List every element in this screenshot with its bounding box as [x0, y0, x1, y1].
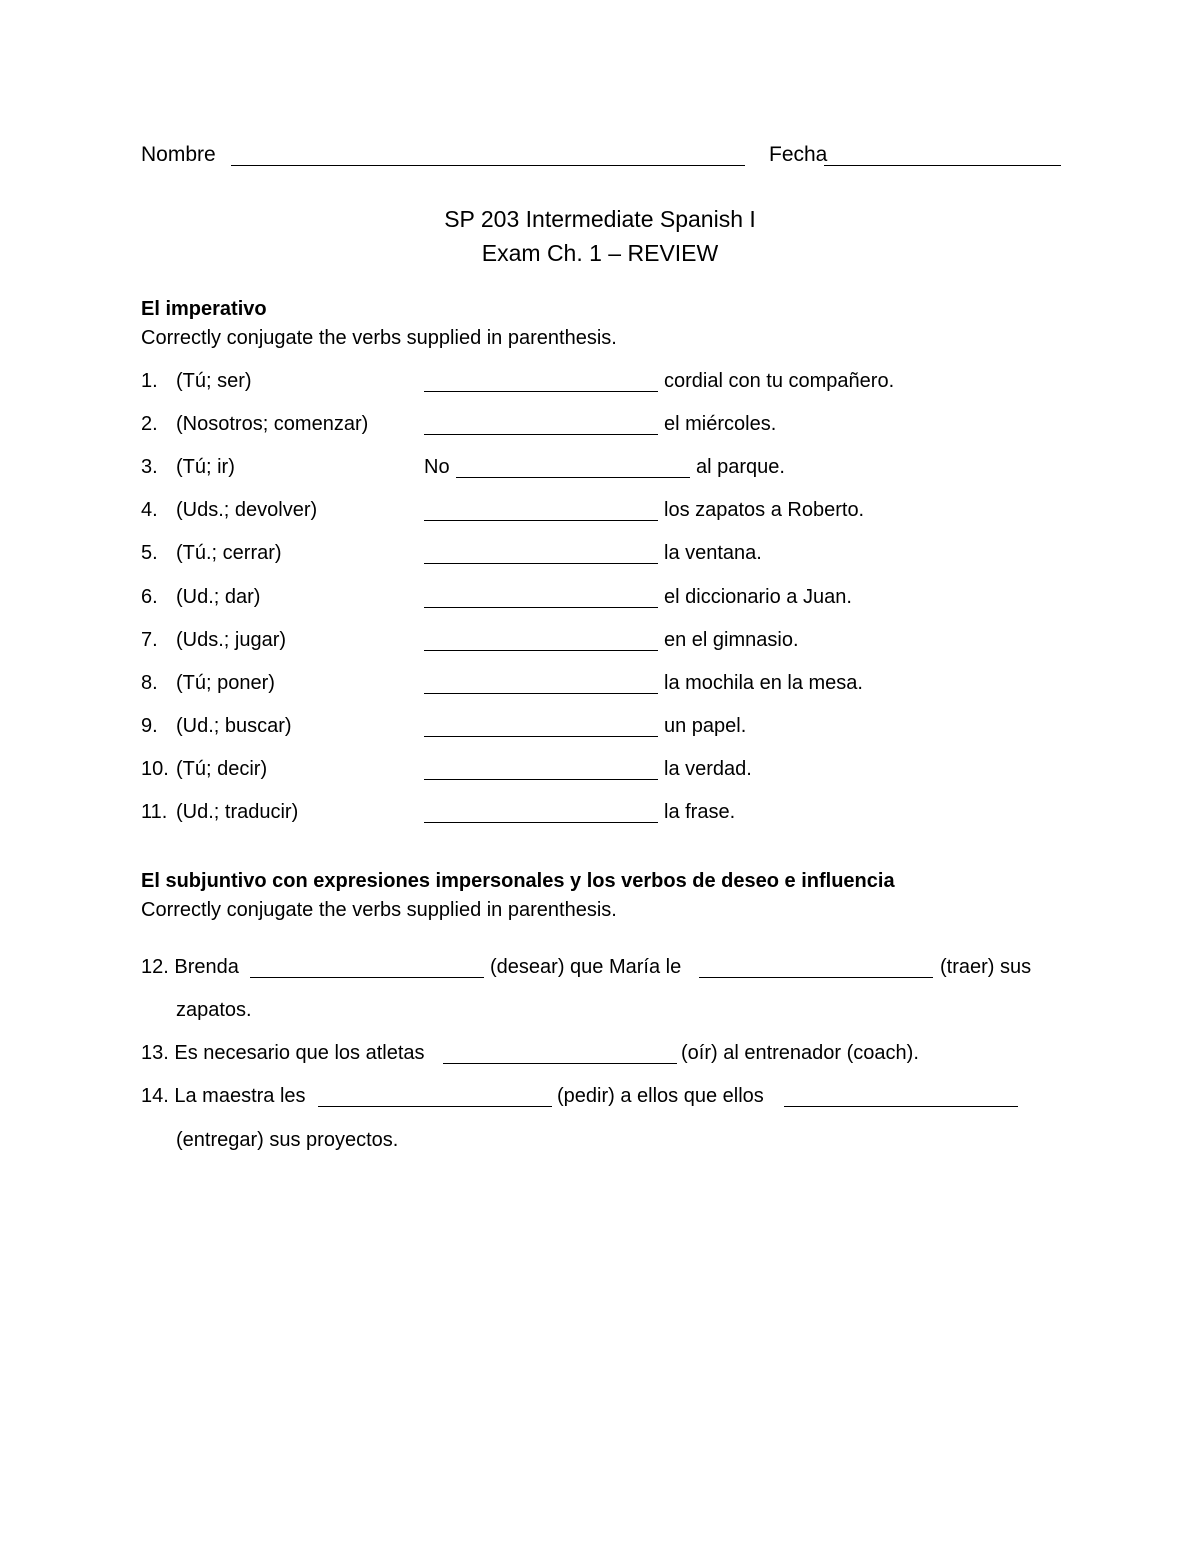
q14-blank-1[interactable] [318, 1106, 552, 1107]
item-number: 10. [141, 758, 169, 780]
date-field-line[interactable] [824, 165, 1061, 166]
question-12-cont [141, 999, 1071, 1029]
name-date-row [141, 143, 1061, 173]
item-cue: (Uds.; jugar) [176, 629, 287, 651]
answer-blank[interactable] [424, 434, 658, 435]
exam-title [0, 202, 1200, 270]
item-remainder: cordial con tu compañero. [664, 370, 895, 392]
item-number: 9. [141, 715, 158, 737]
item-prefix: No [424, 456, 450, 478]
q12-blank-2[interactable] [699, 977, 933, 978]
item-cue: (Ud.; buscar) [176, 715, 292, 737]
item-remainder: la frase. [664, 801, 736, 823]
answer-blank[interactable] [424, 650, 658, 651]
question-13 [141, 1042, 1071, 1072]
exercise-item [141, 499, 1071, 529]
q12-part-c: (traer) sus [940, 956, 1032, 978]
answer-blank[interactable] [424, 607, 658, 608]
date-label: Fecha [769, 143, 828, 166]
name-label: Nombre [141, 143, 216, 166]
exercise-item [141, 672, 1071, 702]
item-cue: (Tú; ser) [176, 370, 252, 392]
item-number: 6. [141, 586, 158, 608]
q12-part-d: zapatos. [176, 999, 252, 1021]
exercise-item [141, 586, 1071, 616]
answer-blank[interactable] [424, 520, 658, 521]
q12-part-a: 12. Brenda [141, 956, 239, 978]
q13-part-b: (oír) al entrenador (coach). [681, 1042, 919, 1064]
item-number: 8. [141, 672, 158, 694]
item-remainder: el diccionario a Juan. [664, 586, 852, 608]
item-number: 7. [141, 629, 158, 651]
course-title: SP 203 Intermediate Spanish I [444, 206, 756, 232]
exam-subtitle: Exam Ch. 1 – REVIEW [481, 240, 719, 266]
item-cue: (Nosotros; comenzar) [176, 413, 369, 435]
item-number: 2. [141, 413, 158, 435]
exercise-item [141, 542, 1071, 572]
item-number: 1. [141, 370, 158, 392]
q14-part-b: (pedir) a ellos que ellos [557, 1085, 764, 1107]
answer-blank[interactable] [424, 391, 658, 392]
section1-title: El imperativo [141, 298, 267, 320]
item-cue: (Ud.; traducir) [176, 801, 299, 823]
q12-blank-1[interactable] [250, 977, 484, 978]
section2-title: El subjuntivo con expresiones impersonales y los verbos de deseo e influencia [141, 870, 895, 892]
item-cue: (Tú; ir) [176, 456, 235, 478]
question-14-cont [141, 1129, 1071, 1159]
exercise-item [141, 801, 1071, 831]
item-remainder: el miércoles. [664, 413, 777, 435]
item-cue: (Uds.; devolver) [176, 499, 318, 521]
exercise-item [141, 715, 1071, 745]
answer-blank[interactable] [424, 736, 658, 737]
q14-part-c: (entregar) sus proyectos. [176, 1129, 399, 1151]
item-remainder: en el gimnasio. [664, 629, 799, 651]
item-remainder: un papel. [664, 715, 747, 737]
q13-blank-1[interactable] [443, 1063, 677, 1064]
item-remainder: la ventana. [664, 542, 762, 564]
answer-blank[interactable] [456, 477, 690, 478]
q14-blank-2[interactable] [784, 1106, 1018, 1107]
item-remainder: al parque. [696, 456, 785, 478]
exercise-item [141, 413, 1071, 443]
item-cue: (Tú.; cerrar) [176, 542, 282, 564]
item-remainder: los zapatos a Roberto. [664, 499, 865, 521]
item-remainder: la verdad. [664, 758, 752, 780]
item-number: 3. [141, 456, 158, 478]
q12-part-b: (desear) que María le [490, 956, 682, 978]
answer-blank[interactable] [424, 779, 658, 780]
item-remainder: la mochila en la mesa. [664, 672, 863, 694]
item-number: 4. [141, 499, 158, 521]
question-12 [141, 956, 1071, 986]
answer-blank[interactable] [424, 563, 658, 564]
name-field-line[interactable] [231, 165, 745, 166]
q13-part-a: 13. Es necesario que los atletas [141, 1042, 425, 1064]
item-number: 5. [141, 542, 158, 564]
section2-instructions: Correctly conjugate the verbs supplied in parenthesis. [141, 899, 617, 921]
section1-instructions: Correctly conjugate the verbs supplied in parenthesis. [141, 327, 617, 349]
exercise-item [141, 629, 1071, 659]
item-cue: (Tú; poner) [176, 672, 275, 694]
question-14 [141, 1085, 1071, 1115]
exercise-item [141, 758, 1071, 788]
answer-blank[interactable] [424, 693, 658, 694]
item-number: 11. [141, 801, 168, 823]
exercise-item [141, 456, 1071, 486]
q14-part-a: 14. La maestra les [141, 1085, 306, 1107]
exercise-item [141, 370, 1071, 400]
answer-blank[interactable] [424, 822, 658, 823]
item-cue: (Tú; decir) [176, 758, 268, 780]
item-cue: (Ud.; dar) [176, 586, 261, 608]
